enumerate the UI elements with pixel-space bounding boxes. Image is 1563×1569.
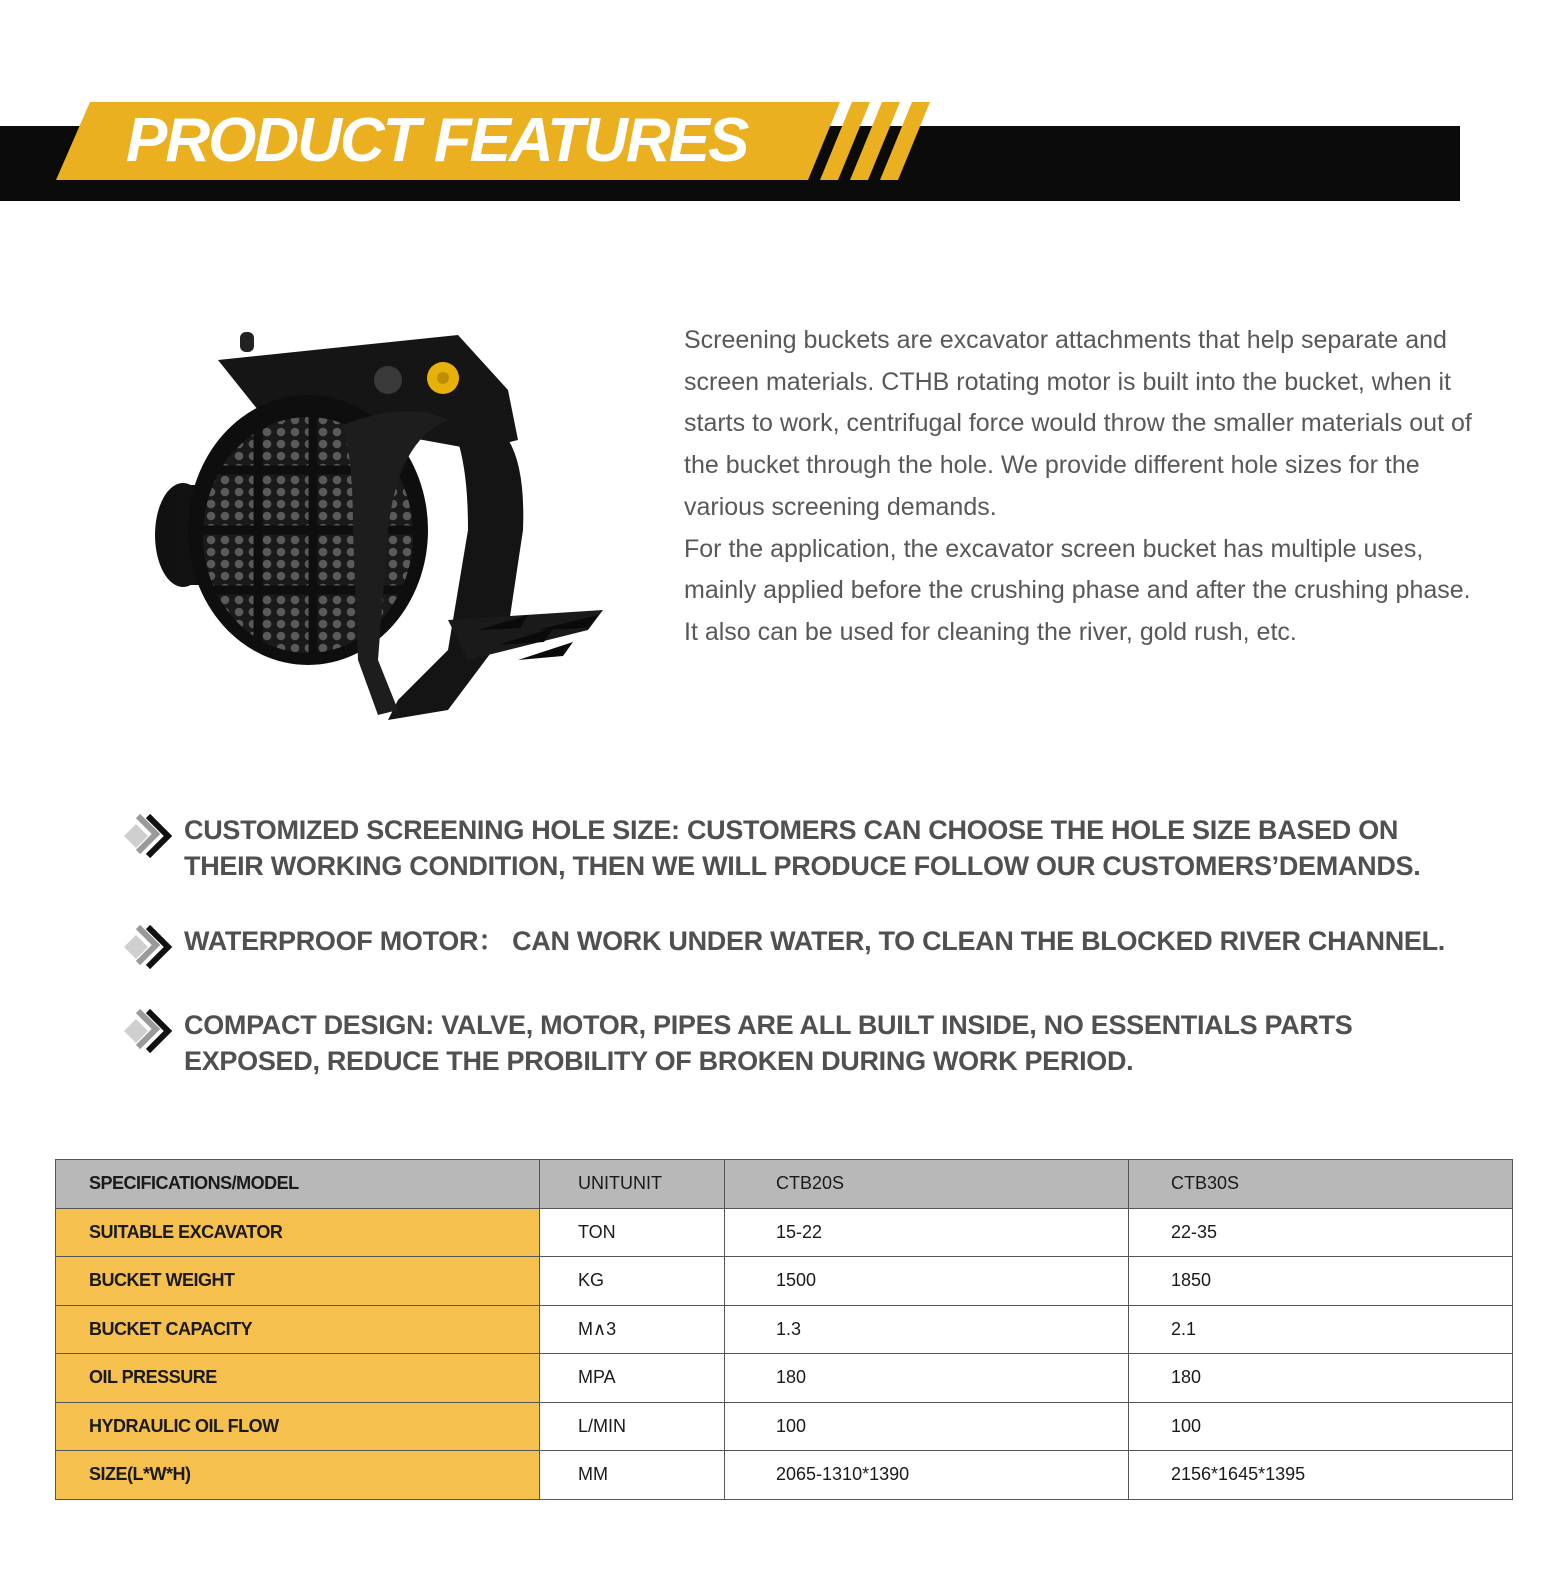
header-cell: CTB20S [725, 1160, 1129, 1209]
spec-value-ctb30s: 2156*1645*1395 [1129, 1451, 1513, 1500]
spec-value-ctb30s: 100 [1129, 1402, 1513, 1451]
table-row [56, 1402, 1513, 1451]
table-header-row [56, 1160, 1513, 1209]
description-paragraph-1: Screening buckets are excavator attachments that help separate and screen materials. CTHB rotating motor is built into the bucket, when it starts to work, centrifugal force would throw the smaller materials out of the bucket through the hole. We provide different hole sizes for the various screening demands. [684, 326, 1472, 521]
feature-text: WATERPROOF MOTOR： CAN WORK UNDER WATER, TO CLEAN THE BLOCKED RIVER CHANNEL. [184, 926, 1445, 956]
header-cell: UNITUNIT [540, 1160, 725, 1209]
spec-label: OIL PRESSURE [56, 1354, 540, 1403]
double-chevron-icon [124, 1007, 176, 1055]
description-paragraph-2: For the application, the excavator screen bucket has multiple uses, mainly applied before the crushing phase and after the crushing phase. It also can be used for cleaning the river, gold rush, etc. [684, 534, 1471, 646]
spec-unit: M∧3 [540, 1305, 725, 1354]
double-chevron-icon [124, 923, 176, 971]
spec-value-ctb20s: 15-22 [725, 1208, 1129, 1257]
spec-label: SUITABLE EXCAVATOR [56, 1208, 540, 1257]
spec-value-ctb20s: 2065-1310*1390 [725, 1451, 1129, 1500]
feature-text: COMPACT DESIGN: VALVE, MOTOR, PIPES ARE ALL BUILT INSIDE, NO ESSENTIALS PARTS EXPOSED, REDUCE THE PROBILITY OF BROKEN DURING WORK PERIOD. [184, 1010, 1353, 1076]
table-row [56, 1354, 1513, 1403]
table-row [56, 1305, 1513, 1354]
spec-value-ctb30s: 22-35 [1129, 1208, 1513, 1257]
specifications-table [55, 1159, 1513, 1500]
spec-unit: MM [540, 1451, 725, 1500]
spec-unit: L/MIN [540, 1402, 725, 1451]
spec-label: HYDRAULIC OIL FLOW [56, 1402, 540, 1451]
spec-value-ctb20s: 1.3 [725, 1305, 1129, 1354]
spec-unit: KG [540, 1257, 725, 1306]
spec-value-ctb20s: 1500 [725, 1257, 1129, 1306]
spec-value-ctb30s: 180 [1129, 1354, 1513, 1403]
product-description [684, 320, 1484, 654]
spec-value-ctb30s: 2.1 [1129, 1305, 1513, 1354]
header-cell: SPECIFICATIONS/MODEL [56, 1160, 540, 1209]
spec-label: BUCKET CAPACITY [56, 1305, 540, 1354]
feature-text: CUSTOMIZED SCREENING HOLE SIZE: CUSTOMERS CAN CHOOSE THE HOLE SIZE BASED ON THEIR WORKING CONDITION, THEN WE WILL PRODUCE FOLLOW OUR CUSTOMERS’DEMANDS. [184, 815, 1421, 881]
double-chevron-icon [124, 812, 176, 860]
spec-value-ctb30s: 1850 [1129, 1257, 1513, 1306]
spec-unit: MPA [540, 1354, 725, 1403]
spec-value-ctb20s: 180 [725, 1354, 1129, 1403]
spec-value-ctb20s: 100 [725, 1402, 1129, 1451]
page-title: PRODUCT FEATURES [126, 106, 748, 175]
spec-unit: TON [540, 1208, 725, 1257]
table-row [56, 1451, 1513, 1500]
spec-label: SIZE(L*W*H) [56, 1451, 540, 1500]
banner-stripes-decoration [790, 102, 930, 180]
screening-bucket-image [148, 330, 608, 722]
table-row [56, 1257, 1513, 1306]
header-cell: CTB30S [1129, 1160, 1513, 1209]
spec-label: BUCKET WEIGHT [56, 1257, 540, 1306]
table-row [56, 1208, 1513, 1257]
